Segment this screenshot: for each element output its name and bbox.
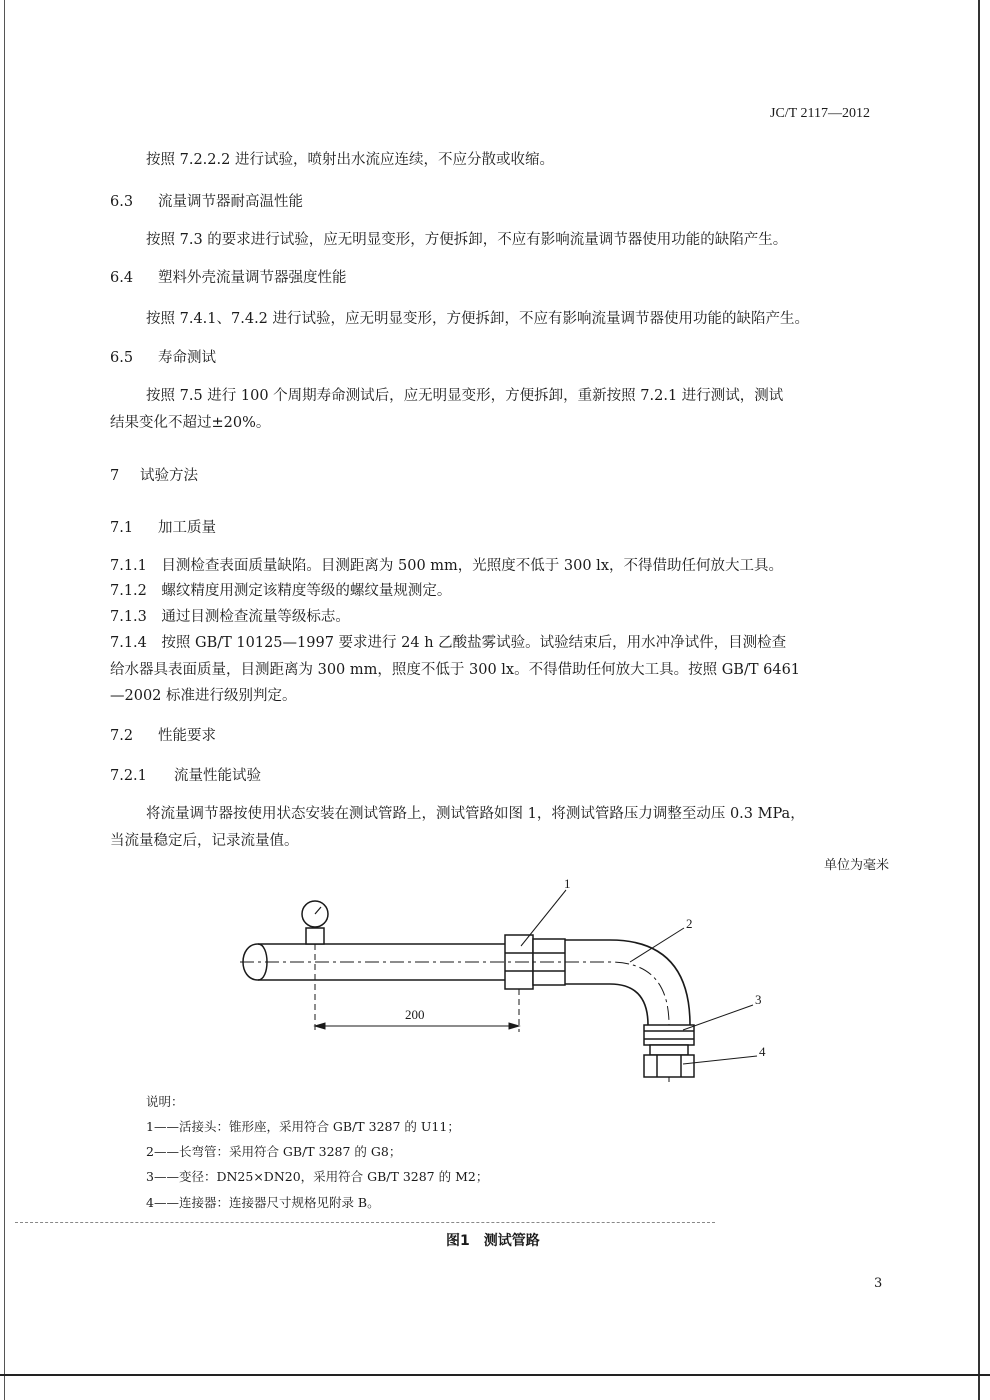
standard-code-header: JC/T 2117—2012 — [770, 106, 870, 121]
connector-fitting — [644, 1055, 694, 1077]
section-6-5-body-line1: 按照 7.5 进行 100 个周期寿命测试后，应无明显变形，方便拆卸，重新按照 7.2.1 进行测试，测试 — [146, 388, 784, 404]
section-6-4-number: 6.4 — [110, 270, 134, 286]
reducer-fitting — [644, 1025, 694, 1055]
callout-2: 2 — [686, 916, 693, 931]
legend-item-2: 2——长弯管：采用符合 GB/T 3287 的 G8； — [146, 1144, 402, 1159]
figure-caption: 图1 测试管路 — [446, 1233, 540, 1249]
long-elbow-pipe — [565, 940, 690, 1025]
clause-7-1-2: 7.1.2 螺纹精度用测定该精度等级的螺纹量规测定。 — [110, 583, 452, 599]
clause-7-1-1: 7.1.1 目测检查表面质量缺陷。目测距离为 500 mm，光照度不低于 300 lx，不得借助任何放大工具。 — [110, 558, 783, 574]
pressure-gauge — [302, 901, 328, 944]
legend-item-1: 1——活接头：锥形座，采用符合 GB/T 3287 的 U11； — [146, 1119, 460, 1134]
callout-3: 3 — [755, 992, 762, 1007]
section-7-2-title: 性能要求 — [158, 728, 216, 744]
clause-7-1-4-line1: 7.1.4 按照 GB/T 10125—1997 要求进行 24 h 乙酸盐雾试验。试验结束后，用水冲净试件，目测检查 — [110, 635, 787, 651]
callout-4: 4 — [759, 1044, 766, 1059]
section-6-3-body: 按照 7.3 的要求进行试验，应无明显变形，方便拆卸，不应有影响流量调节器使用功能的缺陷产生。 — [146, 232, 788, 248]
legend-item-3: 3——变径：DN25×DN20，采用符合 GB/T 3287 的 M2； — [146, 1169, 489, 1184]
section-6-5-body-line2: 结果变化不超过±20%。 — [110, 415, 271, 431]
section-7-2-1-body-line2: 当流量稳定后，记录流量值。 — [110, 833, 299, 849]
dimension-label: 200 — [405, 1007, 425, 1022]
page-number: 3 — [874, 1276, 883, 1291]
paragraph-7222-ref: 按照 7.2.2.2 进行试验，喷射出水流应连续，不应分散或收缩。 — [146, 152, 554, 168]
callout-1: 1 — [564, 876, 571, 891]
section-7-2-1-title: 流量性能试验 — [174, 768, 261, 784]
clause-7-1-4-line3: —2002 标准进行级别判定。 — [110, 688, 297, 704]
divider-line — [15, 1222, 715, 1223]
clause-7-1-3: 7.1.3 通过目测检查流量等级标志。 — [110, 609, 350, 625]
section-7-2-number: 7.2 — [110, 728, 134, 744]
section-7-number: 7 — [110, 468, 120, 484]
legend-item-4: 4——连接器：连接器尺寸规格见附录 B。 — [146, 1195, 380, 1210]
section-7-2-1-body-line1: 将流量调节器按使用状态安装在测试管路上，测试管路如图 1，将测试管路压力调整至动压 0.3 MPa， — [146, 806, 805, 822]
clause-7-1-4-line2: 给水器具表面质量，目测距离为 300 mm，照度不低于 300 lx。不得借助任何放大工具。按照 GB/T 6461 — [110, 662, 801, 678]
section-7-2-1-number: 7.2.1 — [110, 768, 147, 784]
section-6-4-body: 按照 7.4.1、7.4.2 进行试验，应无明显变形，方便拆卸，不应有影响流量调节器使用功能的缺陷产生。 — [146, 311, 810, 327]
section-6-3-number: 6.3 — [110, 194, 134, 210]
section-6-5-title: 寿命测试 — [158, 350, 216, 366]
section-7-1-number: 7.1 — [110, 520, 134, 536]
section-7-1-title: 加工质量 — [158, 520, 216, 536]
section-7-title: 试验方法 — [140, 468, 198, 484]
unit-note: 单位为毫米 — [824, 858, 890, 873]
section-6-5-number: 6.5 — [110, 350, 134, 366]
legend-title: 说明： — [146, 1094, 184, 1109]
section-6-4-title: 塑料外壳流量调节器强度性能 — [158, 270, 347, 286]
section-6-3-title: 流量调节器耐高温性能 — [158, 194, 303, 210]
